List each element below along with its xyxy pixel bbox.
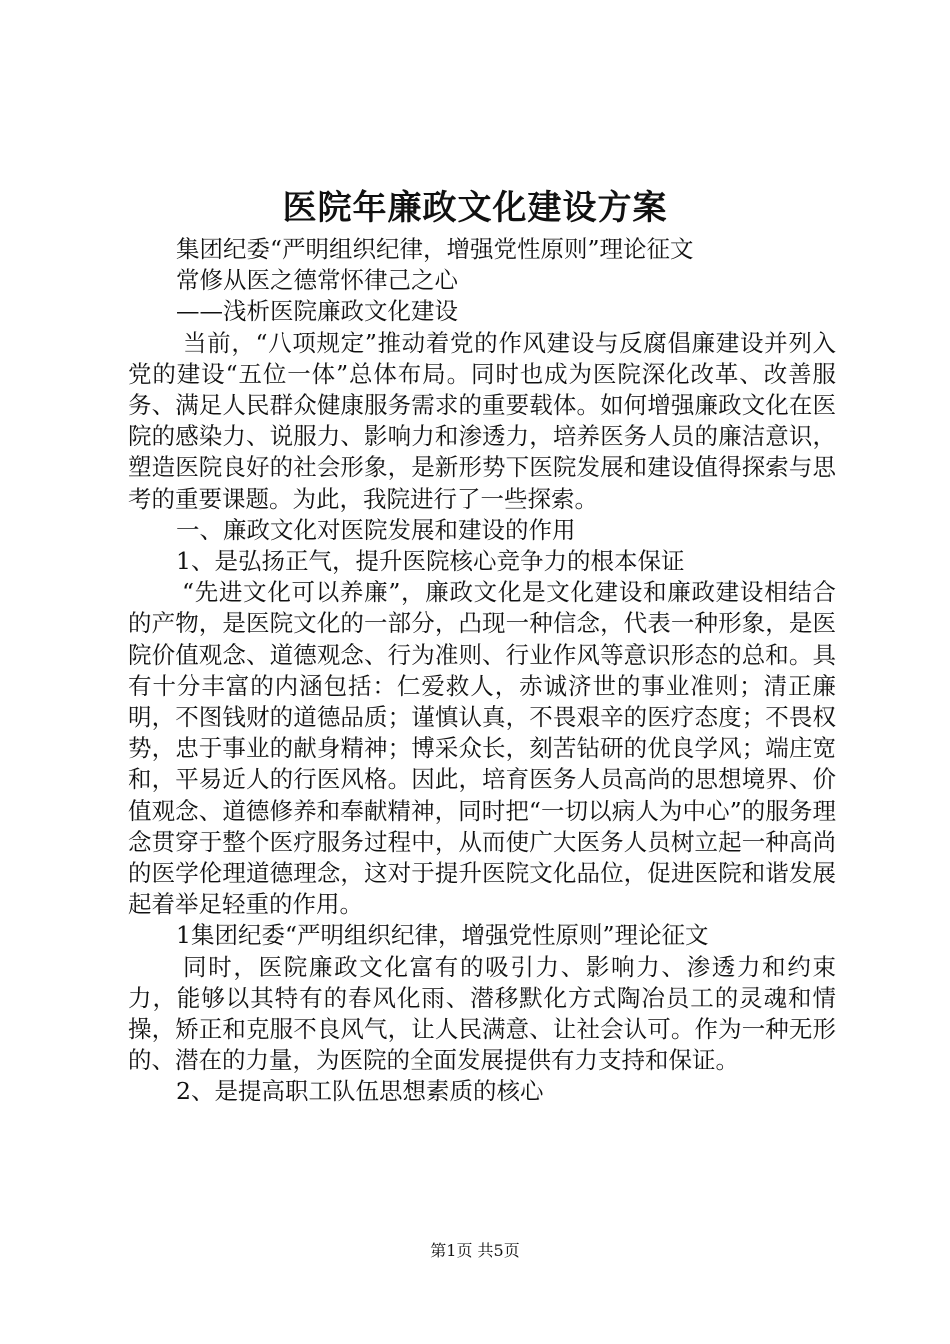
paragraph-influence: 同时，医院廉政文化富有的吸引力、影响力、渗透力和约束力，能够以其特有的春风化雨、潜移默化方式陶冶员工的灵魂和情操，矫正和克服不良风气，让人民满意、让社会认可。作为一种无形的、潜在的力量，为医院的全面发展提供有力支持和保证。 <box>128 952 836 1075</box>
page-number-footer: 第1页 共5页 <box>430 1241 520 1260</box>
paragraph-culture: “先进文化可以养廉”，廉政文化是文化建设和廉政建设相结合的产物，是医院文化的一部分，凸现一种信念，代表一种形象，是医院价值观念、道德观念、行为准则、行业作风等意识形态的总和。具有十分丰富的内涵包括：仁爱救人，赤诚济世的事业准则；清正廉明，不图钱财的道德品质；谨慎认真，不畏艰辛的医疗态度；不畏权势，忠于事业的献身精神；博采众长，刻苦钻研的优良学风；端庄宽和，平易近人的行医风格。因此，培育医务人员高尚的思想境界、价值观念、道德修养和奉献精神，同时把“一切以病人为中心”的服务理念贯穿于整个医疗服务过程中，从而使广大医务人员树立起一种高尚的医学伦理道德理念，这对于提升医院文化品位，促进医院和谐发展起着举足轻重的作用。 <box>128 578 836 919</box>
running-header-note: 1集团纪委“严明组织纪律，增强党性原则”理论征文 <box>176 921 709 950</box>
document-body <box>128 234 836 1108</box>
subsection-heading-2: 2、是提高职工队伍思想素质的核心 <box>176 1077 544 1106</box>
section-heading-1: 一、廉政文化对医院发展和建设的作用 <box>176 515 576 544</box>
essay-subheading: ——浅析医院廉政文化建设 <box>176 297 458 326</box>
paragraph-intro: 当前，“八项规定”推动着党的作风建设与反腐倡廉建设并列入党的建设“五位一体”总体布局。同时也成为医院深化改革、改善服务、满足人民群众健康服务需求的重要载体。如何增强廉政文化在医院的感染力、说服力、影响力和渗透力，培养医务人员的廉洁意识，塑造医院良好的社会形象，是新形势下医院发展和建设值得探索与思考的重要课题。为此，我院进行了一些探索。 <box>128 328 836 513</box>
essay-subtitle: 集团纪委“严明组织纪律，增强党性原则”理论征文 <box>176 235 694 263</box>
document-title: 医院年廉政文化建设方案 <box>282 188 668 228</box>
essay-heading: 常修从医之德常怀律己之心 <box>176 266 458 295</box>
subsection-heading-1: 1、是弘扬正气，提升医院核心竞争力的根本保证 <box>176 547 685 576</box>
